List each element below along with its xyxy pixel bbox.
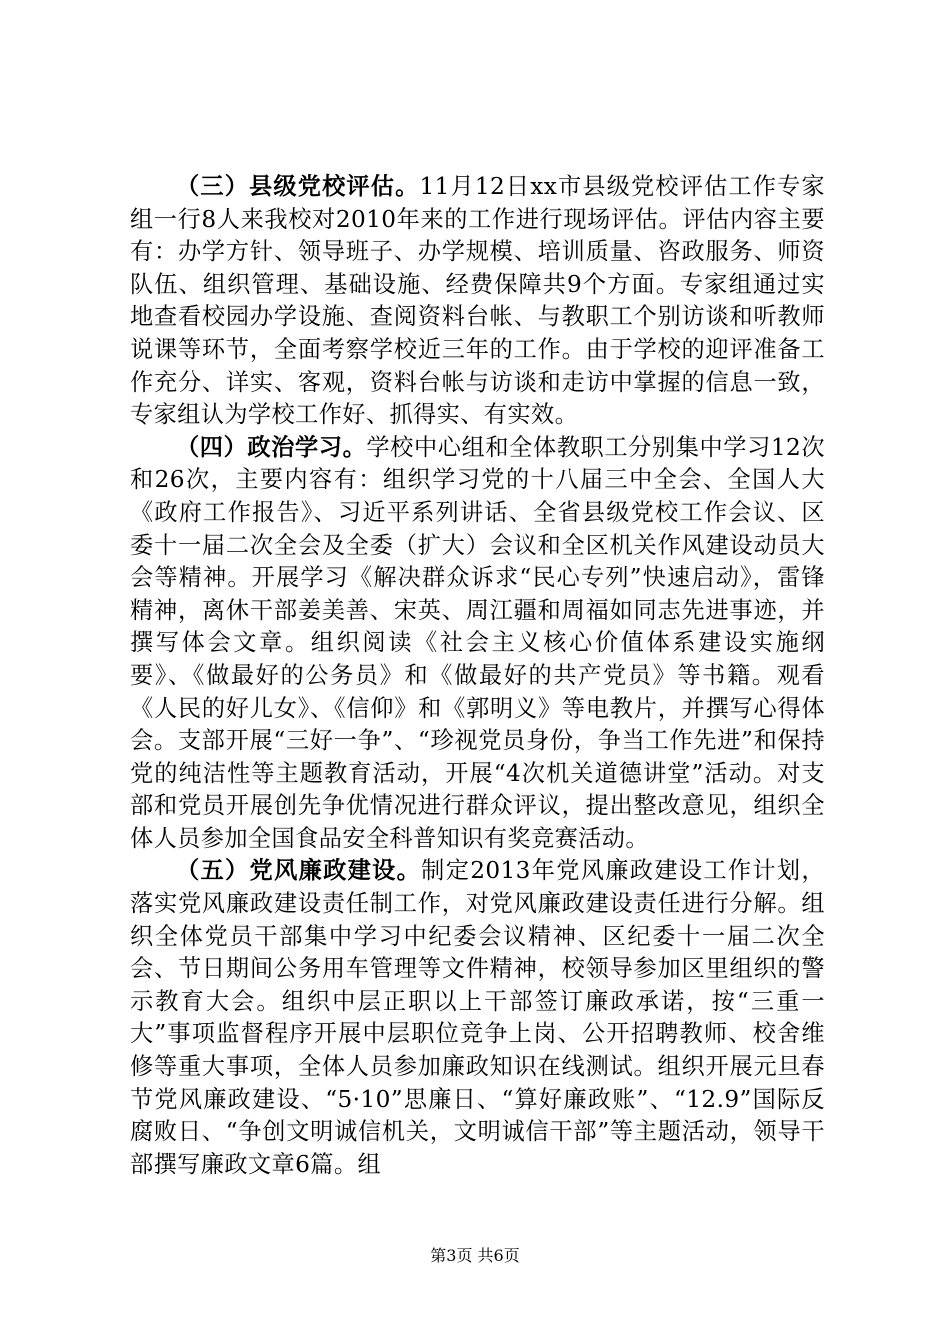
- section-heading: （五）党风廉政建设。: [176, 857, 422, 885]
- paragraph-county-party-school-evaluation: [130, 171, 825, 432]
- paragraph-text: 11月12日xx市县级党校评估工作专家组一行8人来我校对2010年来的工作进行现场评估。评估内容主要有：办学方针、领导班子、办学规模、培训质量、咨政服务、师资队伍、组织管理、基础设施、经费保障共9个方面。专家组通过实地查看校园办学设施、查阅资料台帐、与教职工个别访谈和听教师说课等环节，全面考察学校近三年的工作。由于学校的迎评准备工作充分、详实、客观，资料台帐与访谈和走访中掌握的信息一致，专家组认为学校工作好、抓得实、有实效。: [130, 173, 826, 429]
- paragraph-political-study: [130, 432, 825, 856]
- paragraph-text: 制定2013年党风廉政建设工作计划，落实党风廉政建设责任制工作，对党风廉政建设责任进行分解。组织全体党员干部集中学习中纪委会议精神、区纪委十一届二次全会、节日期间公务用车管理等文件精神，校领导参加区里组织的警示教育大会。组织中层正职以上干部签订廉政承诺，按“三重一大”事项监督程序开展中层职位竞争上岗、公开招聘教师、校舍维修等重大事项，全体人员参加廉政知识在线测试。组织开展元旦春节党风廉政建设、“5·10”思廉日、“算好廉政账”、“12.9”国际反腐败日、“争创文明诚信机关，文明诚信干部”等主题活动，领导干部撰写廉政文章6篇。组: [130, 857, 826, 1178]
- paragraph-text: 学校中心组和全体教职工分别集中学习12次和26次，主要内容有：组织学习党的十八届三中全会、全国人大《政府工作报告》、习近平系列讲话、全省县级党校工作会议、区委十一届二次全会及全委（扩大）会议和全区机关作风建设动员大会等精神。开展学习《解决群众诉求“民心专列”快速启动》，雷锋精神，离休干部姜美善、宋英、周江疆和周福如同志先进事迹，并撰写体会文章。组织阅读《社会主义核心价值体系建设实施纲要》、《做最好的公务员》和《做最好的共产党员》等书籍。观看《人民的好儿女》、《信仰》和《郭明义》等电教片，并撰写心得体会。支部开展“三好一争”、“珍视党员身份，争当工作先进”和保持党的纯洁性等主题教育活动，开展“4次机关道德讲堂”活动。对支部和党员开展创先争优情况进行群众评议，提出整改意见，组织全体人员参加全国食品安全科普知识有奖竞赛活动。: [130, 433, 825, 852]
- section-heading: （三）县级党校评估。: [176, 173, 420, 200]
- page-number-footer: 第3页 共6页: [430, 1246, 520, 1265]
- document-body: [130, 171, 825, 1181]
- paragraph-clean-governance: [130, 855, 825, 1181]
- section-heading: （四）政治学习。: [176, 433, 367, 461]
